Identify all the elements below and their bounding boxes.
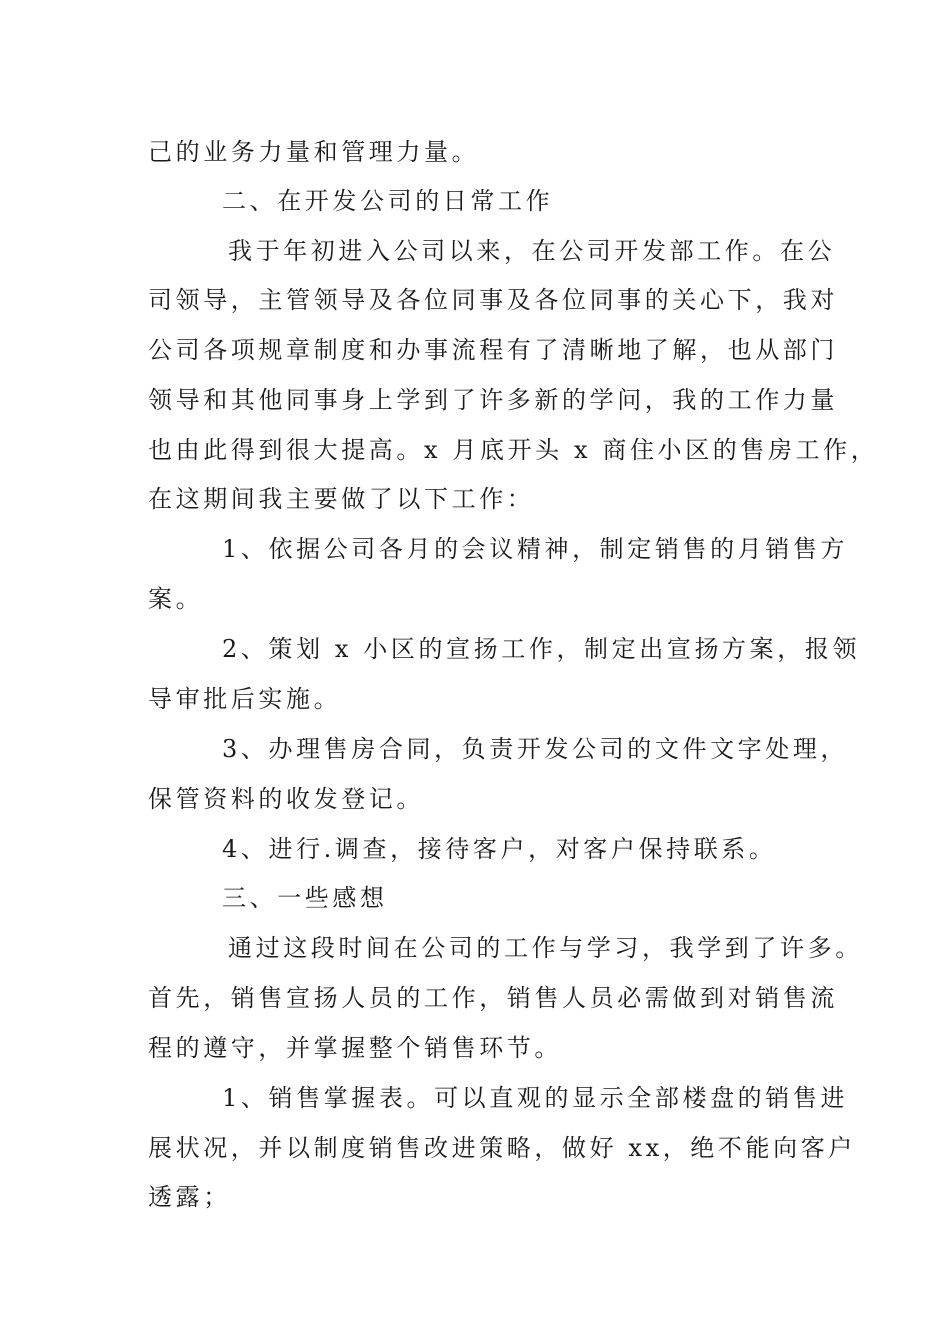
list-item-line: 透露； [148,1183,231,1211]
list-item-line: 案。 [148,585,204,613]
list-item-line: 导审批后实施。 [148,685,342,713]
paragraph-line: 领导和其他同事身上学到了许多新的学问，我的工作力量 [148,386,838,414]
paragraph-line: 也由此得到很大提高。x 月底开头 x 商住小区的售房工作， [148,436,879,464]
section-heading: 三、一些感想 [222,884,388,912]
list-item-line: 2、策划 x 小区的宣扬工作，制定出宣扬方案，报领 [222,635,861,663]
paragraph-line: 在这期间我主要做了以下工作： [148,485,535,513]
section-heading: 二、在开发公司的日常工作 [222,187,554,215]
paragraph-line: 通过这段时间在公司的工作与学习，我学到了许多。 [228,934,863,962]
list-item-line: 3、办理售房合同，负责开发公司的文件文字处理， [222,735,849,763]
paragraph-line: 程的遵守，并掌握整个销售环节。 [148,1034,562,1062]
paragraph-line: 我于年初进入公司以来，在公司开发部工作。在公 [228,237,836,265]
list-item-line: 1、销售掌握表。可以直观的显示全部楼盘的销售进 [222,1084,849,1112]
paragraph-line: 司领导，主管领导及各位同事及各位同事的关心下，我对 [148,286,838,314]
paragraph-line: 公司各项规章制度和办事流程有了清晰地了解，也从部门 [148,336,838,364]
list-item-line: 展状况，并以制度销售改进策略，做好 xx，绝不能向客户 [148,1134,856,1162]
text-line: 己的业务力量和管理力量。 [148,138,480,166]
paragraph-line: 首先，销售宣扬人员的工作，销售人员必需做到对销售流 [148,984,838,1012]
list-item-line: 保管资料的收发登记。 [148,785,424,813]
list-item-line: 1、依据公司各月的会议精神，制定销售的月销售方 [222,535,849,563]
list-item-line: 4、进行.调查，接待客户，对客户保持联系。 [222,835,777,863]
